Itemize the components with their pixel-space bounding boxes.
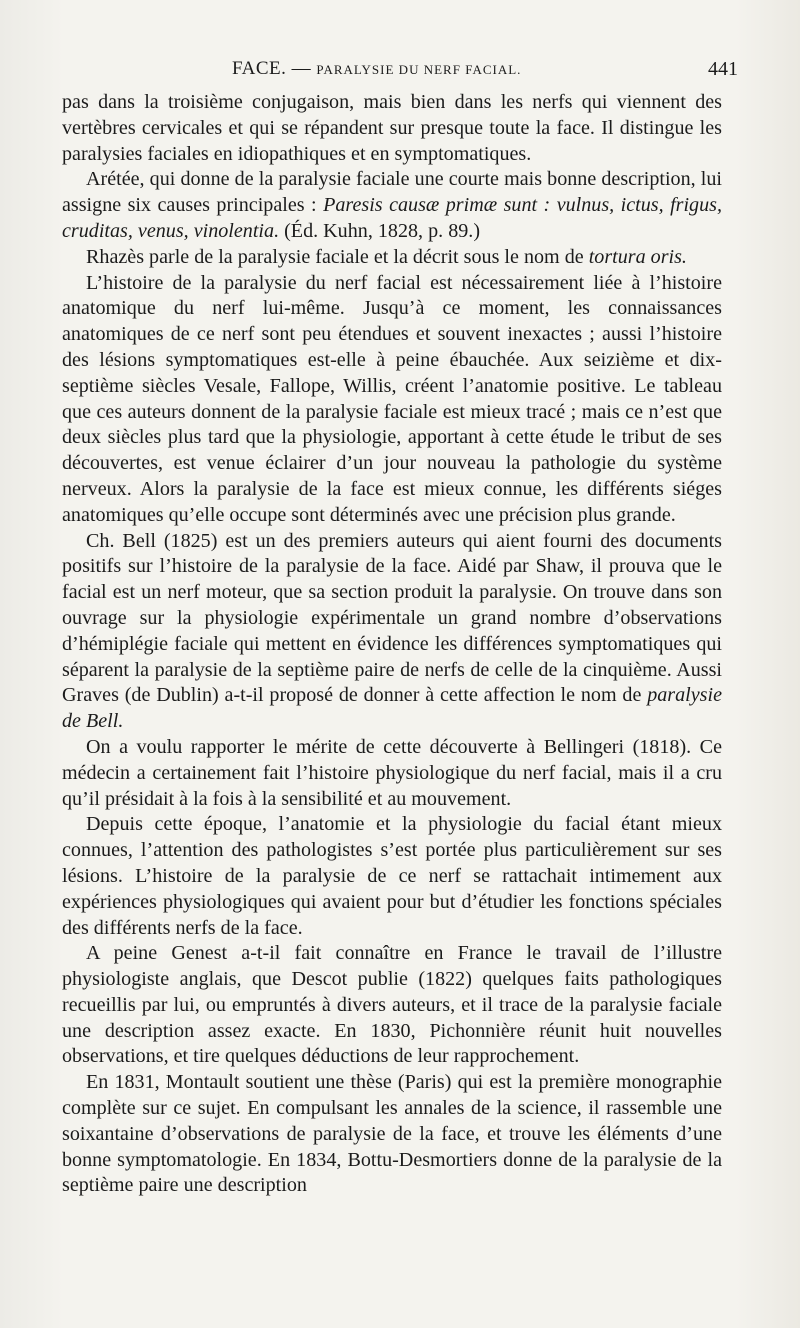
body-text [62, 90, 722, 1199]
text-run: Ch. Bell (1825) est un des premiers auteurs qui aient fourni des documents positifs sur l’histoire de la paralysie de la face. Aidé par Shaw, il prouva que le facial est un nerf moteur, que sa section produit la paralysie. On trouve dans son ouvrage sur la physiologie expérimentale un grand nombre d’observations d’hémiplégie faciale qui mettent en évidence les différences symptomatiques qui séparent la paralysie de la septième paire de nerfs de celle de la cinquième. Aussi Graves (de Dublin) a-t-il proposé de donner à cette affection le nom de [62, 529, 722, 707]
paragraph [62, 1070, 722, 1199]
running-title [232, 58, 521, 80]
running-title-main: FACE. [232, 58, 287, 79]
paragraph [62, 167, 722, 244]
text-run: On a voulu rapporter le mérite de cette découverte à Bellingeri (1818). Ce médecin a certainement fait l’histoire physiologique du nerf facial, mais il a cru qu’il présidait à la fois à la sensibilité et au mouvement. [62, 735, 722, 810]
paragraph [62, 812, 722, 941]
page-number: 441 [708, 58, 738, 80]
paragraph [62, 941, 722, 1070]
text-run: Arétée, qui donne de la paralysie faciale une courte mais bonne description, lui assigne six causes principales : [62, 168, 722, 217]
italic-text: paralysie de Bell. [62, 684, 722, 733]
text-run: pas dans la troisième conjugaison, mais bien dans les nerfs qui viennent des vertèbres cervicales et qui se répandent sur presque toute la face. Il distingue les paralysies faciales en idiopathiques et en symptomatiques. [62, 91, 722, 165]
running-title-dash: — [286, 58, 317, 79]
paragraph [62, 529, 722, 735]
italic-text: tortura oris. [588, 245, 687, 268]
text-run: (Éd. Kuhn, 1828, p. 89.) [279, 219, 481, 242]
text-run: Rhazès parle de la paralysie faciale et la décrit sous le nom de [86, 245, 589, 268]
text-run: En 1831, Montault soutient une thèse (Paris) qui est la première monographie complète sur ce sujet. En compulsant les annales de la science, il rassemble une soixantaine d’observations de paralysie de la face, et trouve les éléments d’une bonne symptomatologie. En 1834, Bottu-Desmortiers donne de la paralysie de la septième paire une description [62, 1071, 722, 1197]
text-run: L’histoire de la paralysie du nerf facial est nécessairement liée à l’histoire anatomique du nerf lui-même. Jusqu’à ce moment, les connaissances anatomiques de ce nerf sont peu étendues et souvent inexactes ; aussi l’histoire des lésions symptomatiques est-elle à peine ébauchée. Aux seizième et dix-septième siècles Vesale, Fallope, Willis, créent l’anatomie positive. Le tableau que ces auteurs donnent de la paralysie faciale est mieux tracé ; mais ce n’est que deux siècles plus tard que la physiologie, apportant à cette étude le tribut de ses découvertes, est venue éclairer d’un jour nouveau la pathologie du système nerveux. Alors la paralysie de la face est mieux connue, les différents siéges anatomiques qu’elle occupe sont déterminés avec une précision plus grande. [62, 271, 722, 526]
text-run: Depuis cette époque, l’anatomie et la physiologie du facial étant mieux connues, l’attention des pathologistes s’est portée plus particulièrement sur ses lésions. L’histoire de la paralysie de ce nerf se rattachait intimement aux expériences physiologiques qui avaient pour but d’étudier les fonctions spéciales des différents nerfs de la face. [62, 813, 722, 939]
running-header [62, 58, 738, 84]
italic-text: Paresis causæ primæ sunt : vulnus, ictus, frigus, cruditas, venus, vinolentia. [62, 194, 722, 242]
running-title-sub: PARALYSIE DU NERF FACIAL. [316, 62, 522, 77]
text-run: A peine Genest a-t-il fait connaître en France le travail de l’illustre physiologiste anglais, que Descot publie (1822) quelques faits pathologiques recueillis par lui, ou empruntés à divers auteurs, et il trace de la paralysie faciale une description assez exacte. En 1830, Pichonnière réunit huit nouvelles observations, et tire quelques déductions de leur rapprochement. [62, 942, 722, 1068]
paragraph [62, 245, 722, 271]
paragraph [62, 271, 722, 529]
paragraph [62, 90, 722, 167]
paragraph [62, 735, 722, 812]
